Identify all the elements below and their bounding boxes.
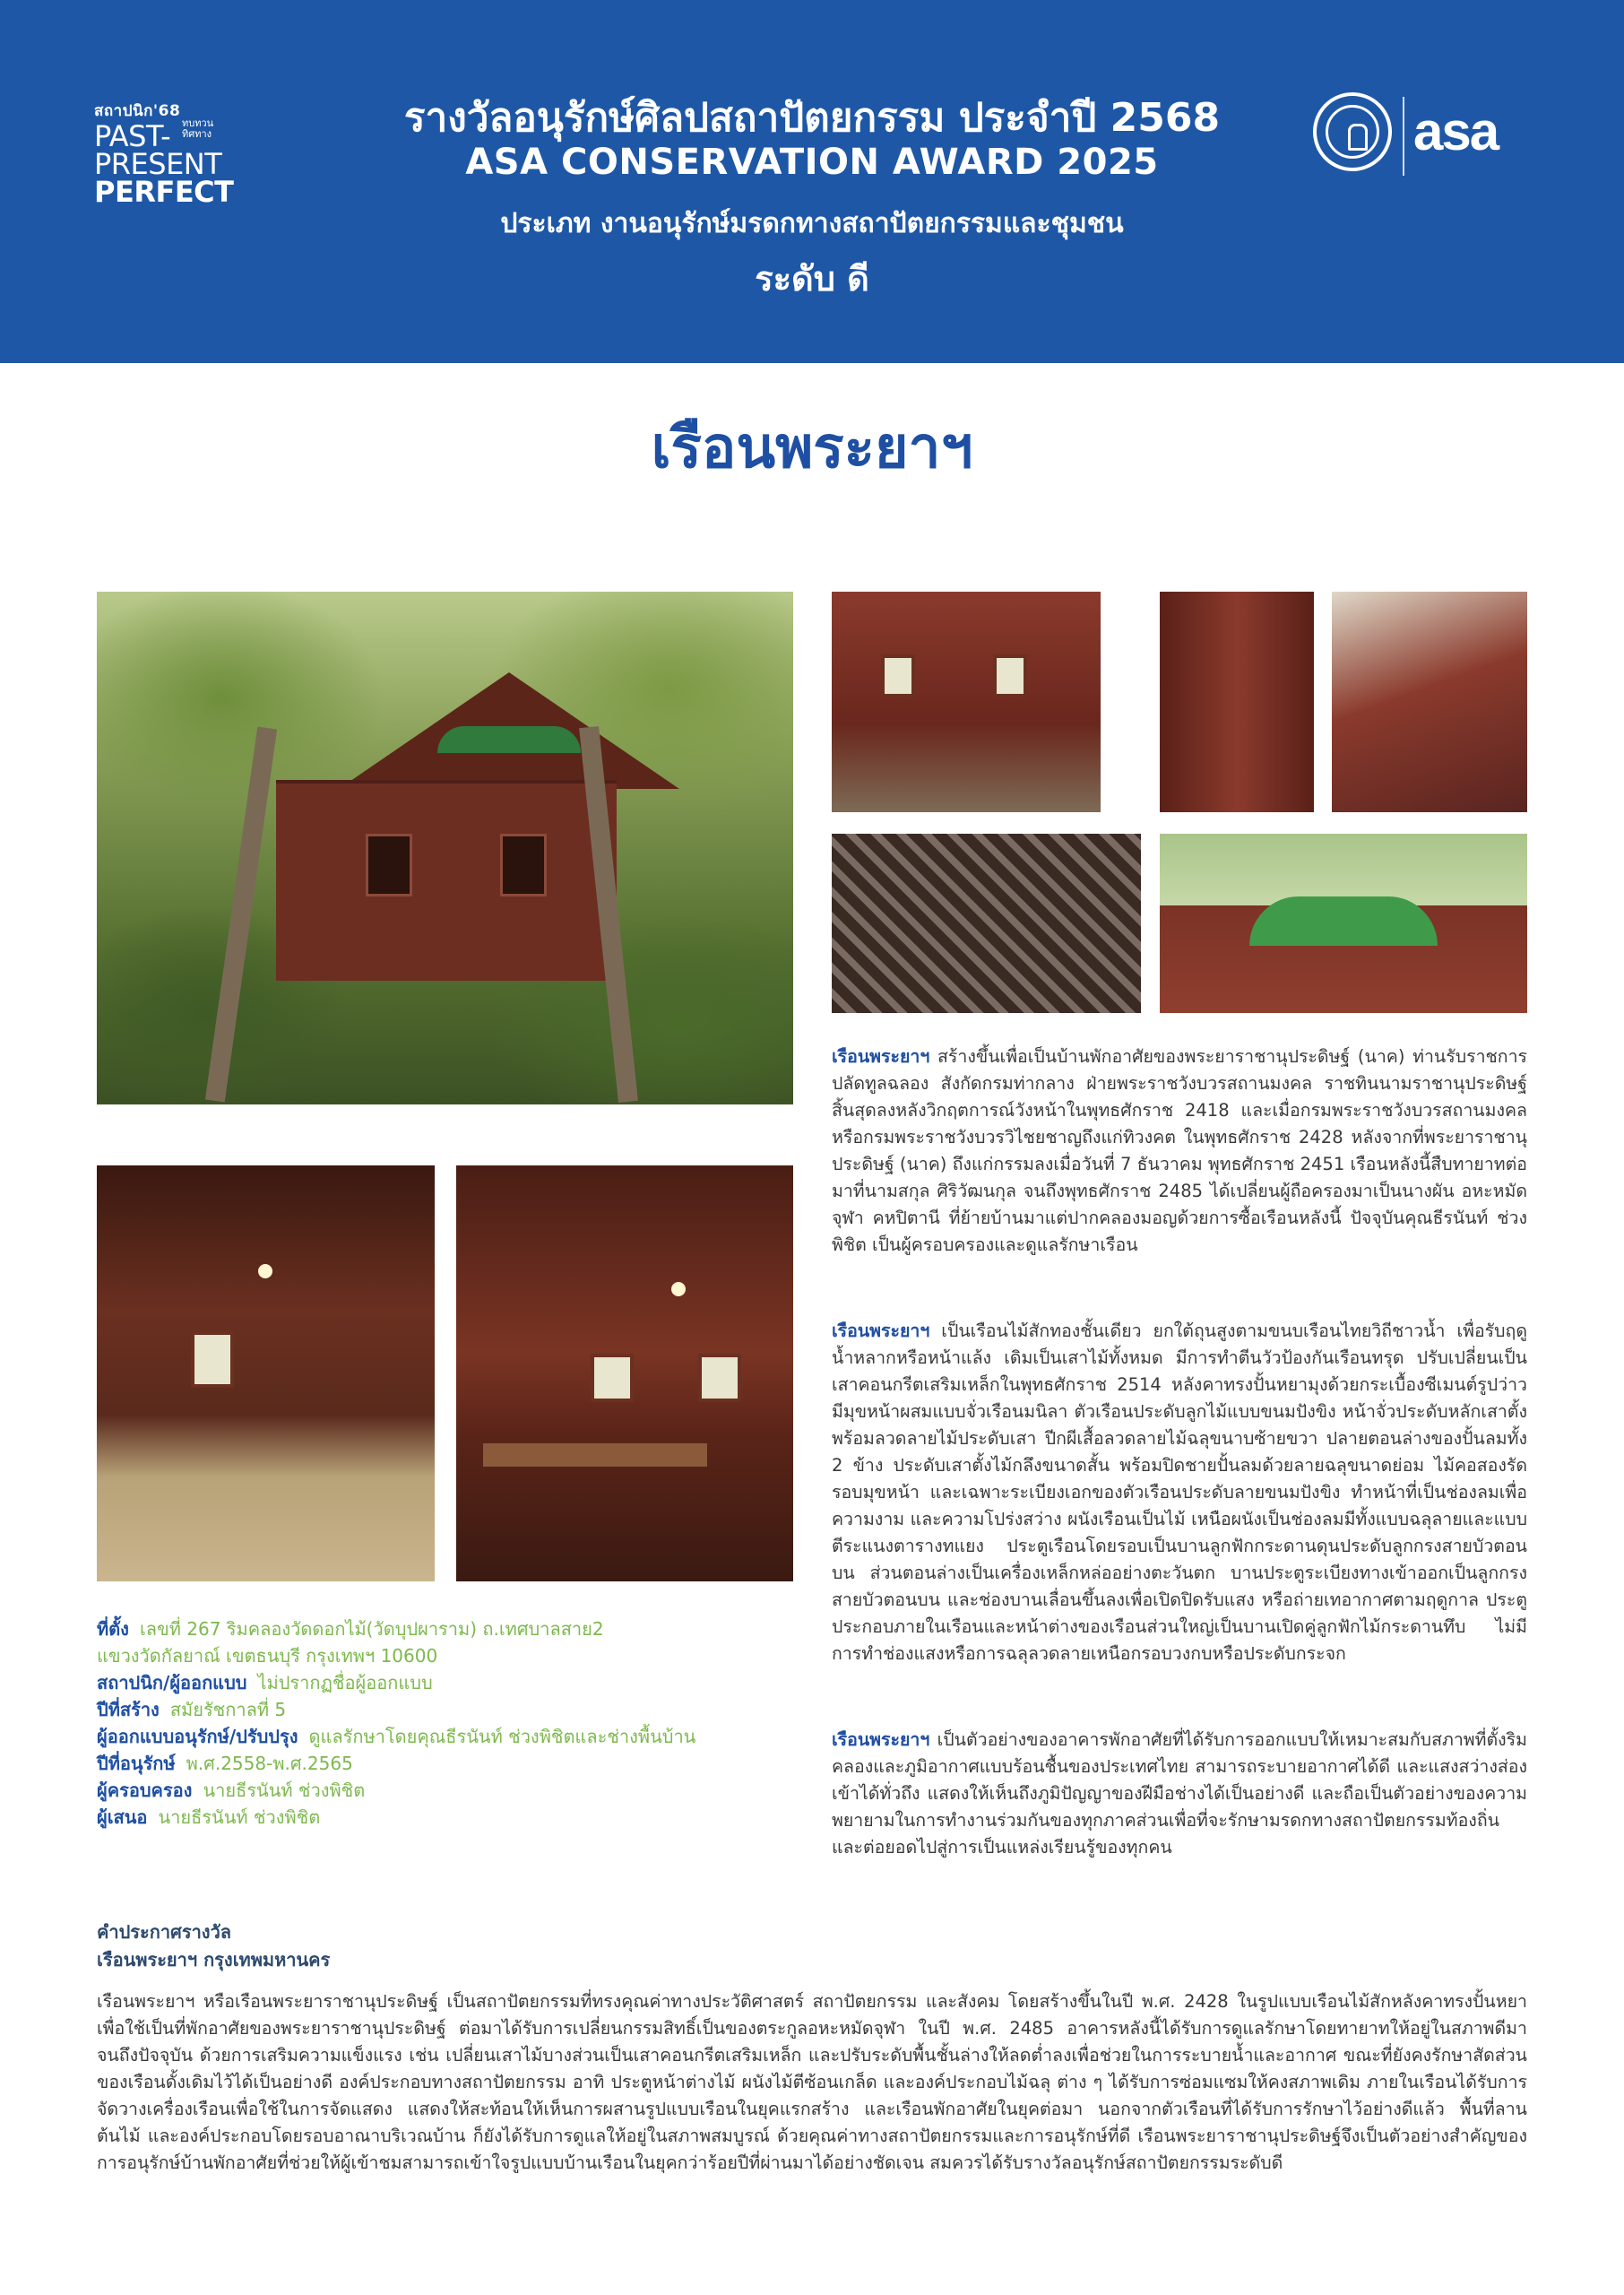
info-year-built <box>97 1696 778 1723</box>
info-value: นายธีรนันท์ ช่วงพิชิต <box>158 1806 321 1828</box>
info-owner <box>97 1777 778 1804</box>
award-level: ระดับ ดี <box>755 259 869 299</box>
asa-logo: asa <box>1413 101 1499 161</box>
info-nominator <box>97 1804 778 1831</box>
description-paragraph-2 <box>832 1318 1527 1667</box>
gable-ornament-photo <box>1160 834 1527 1013</box>
logo-divider <box>1403 97 1404 176</box>
info-location-line2: แขวงวัดกัลยาณ์ เขตธนบุรี กรุงเทพฯ 10600 <box>97 1645 438 1667</box>
corridor-photo <box>97 1165 435 1581</box>
page-title: เรือนพระยาฯ <box>651 415 973 481</box>
info-label: ที่ตั้ง <box>97 1618 129 1640</box>
paragraph-text: สร้างขึ้นเพื่อเป็นบ้านพักอาศัยของพระยาราชานุประดิษฐ์ (นาค) ท่านรับราชการปลัดทูลฉลอง สังกัดกรมท่ากลาง ฝ่ายพระราชวังบวรสถานมงคล ราชทินนามราชานุประดิษฐ์สิ้นสุดลงหลังวิกฤตการณ์วังหน้าในพุทธศักราช 2418 และเมื่อกรมพระราชวังบวรสถานมงคลหรือกรมพระราชวังบวรวิไชยชาญถึงแก่ทิวงคต ในพุทธศักราช 2428 หลังจากที่พระยาราชานุประดิษฐ์ (นาค) ถึงแก่กรรมลงเมื่อวันที่ 7 ธันวาคม พุทธศักราช 2451 เรือนหลังนี้สืบทายาทต่อมาที่นามสกุล ศิริวัฒนกุล จนถึงพุทธศักราช 2485 ได้เปลี่ยนผู้ถือครองมาเป็นนางผัน อหะหมัดจุฬา คหปิตานี ที่ย้ายบ้านมาแต่ปากคลองมอญด้วยการซื้อเรือนหลังนี้ ปัจจุบันคุณธีรนันท์ ช่วงพิชิต เป็นผู้ครอบครองและดูแลรักษาเรือน <box>832 1046 1527 1255</box>
info-label: ปีที่อนุรักษ์ <box>97 1753 176 1774</box>
brand-line-perfect: PERFECT <box>94 175 234 209</box>
brand-event-name: สถาปนิก'68 <box>94 102 181 120</box>
award-title-english: ASA CONSERVATION AWARD 2025 <box>465 142 1159 183</box>
info-year-conserved <box>97 1750 778 1777</box>
declaration-heading: คำประกาศรางวัล <box>97 1921 232 1943</box>
info-value: พ.ศ.2558-พ.ศ.2565 <box>186 1753 353 1774</box>
declaration-body: เรือนพระยาฯ หรือเรือนพระยาราชานุประดิษฐ์ เป็นสถาปัตยกรรมที่ทรงคุณค่าทางประวัติศาสตร์ สถาปัตยกรรม และสังคม โดยสร้างขึ้นในปี พ.ศ. 2428 ในรูปแบบเรือนไม้สักหลังคาทรงปั้นหยา เพื่อใช้เป็นที่พักอาศัยของพระยาราชานุประดิษฐ์ ต่อมาได้รับการเปลี่ยนกรรมสิทธิ์เป็นของตระกูลอหะหมัดจุฬา ในปี พ.ศ. 2485 อาคารหลังนี้ได้รับการดูแลรักษาโดยทายาทให้อยู่ในสภาพดีมาจนถึงปัจจุบัน ด้วยการเสริมความแข็งแรง เช่น เปลี่ยนเสาไม้บางส่วนเป็นเสาคอนกรีตเสริมเหล็ก และปรับระดับพื้นชั้นล่างให้ลดต่ำลงเพื่อช่วยในการระบายน้ำและอากาศ ขณะที่ยังคงรักษาสัดส่วนของเรือนดั้งเดิมไว้ได้เป็นอย่างดี องค์ประกอบทางสถาปัตยกรรม อาทิ ประตูหน้าต่างไม้ ผนังไม้ตีซ้อนเกล็ด และองค์ประกอบไม้ฉลุ ต่าง ๆ ได้รับการซ่อมแซมให้คงสภาพเดิม ภายในเรือนได้รับการจัดวางเครื่องเรือนเพื่อใช้ในการจัดแสดง แสดงให้สะท้อนให้เห็นการผสานรูปแบบเรือนในยุคแรกสร้าง และเรือนพักอาศัยในยุคต่อมา นอกจากตัวเรือนที่ได้รับการรักษาไว้อย่างดีแล้ว พื้นที่ลาน ต้นไม้ และองค์ประกอบโดยรอบอาณาบริเวณบ้าน ก็ยังได้รับการดูแลให้อยู่ในสภาพสมบูรณ์ ด้วยคุณค่าทางสถาปัตยกรรมและการอนุรักษ์ที่ดี เรือนพระยาราชานุประดิษฐ์จึงเป็นตัวอย่างสำคัญของการอนุรักษ์บ้านพักอาศัยที่ช่วยให้ผู้เข้าชมสามารถเข้าใจรูปแบบบ้านเรือนในยุคกว่าร้อยปีที่ผ่านมาได้อย่างชัดเจน สมควรได้รับรางวัลอนุรักษ์สถาปัตยกรรมระดับดี <box>97 1991 1527 2173</box>
project-info <box>97 1615 778 1831</box>
info-value: สมัยรัชกาลที่ 5 <box>169 1699 287 1720</box>
paragraph-text: เป็นเรือนไม้สักทองชั้นเดียว ยกใต้ถุนสูงตามขนบเรือนไทยวิถีชาวน้ำ เพื่อรับฤดูน้ำหลากหรือหน้าแล้ง เดิมเป็นเสาไม้ทั้งหมด มีการทำตีนวัวป้องกันเรือนทรุด ปรับเปลี่ยนเป็นเสาคอนกรีตเสริมเหล็กในพุทธศักราช 2514 หลังคาทรงปั้นหยามุงด้วยกระเบื้องซีเมนต์รูปว่าว มีมุขหน้าผสมแบบจั่วเรือนมนิลา ตัวเรือนประดับลูกไม้แบบขนมปังขิง หน้าจั่วประดับหลักเสาตั้งพร้อมลวดลายไม้ประดับเสา ปีกผีเสื้อลวดลายไม้ฉลุขนาบซ้ายขวา ปลายตอนล่างของปั้นลมทั้ง 2 ข้าง ประดับเสาตั้งไม้กลึงขนาดสั้น พร้อมปิดชายปั้นลมด้วยลายฉลุขนาดย่อม ไม้คอสองรัดรอบมุขหน้า และเฉพาะระเบียงเอกของตัวเรือนประดับลายขนมปังขิง ทำหน้าที่เป็นช่องลมเพื่อความงาม และความโปร่งสว่าง ผนังเรือนเป็นไม้ เหนือผนังเป็นช่องลมมีทั้งแบบฉลุลายและแบบตีระแนงตารางทแยง ประตูเรือนโดยรอบเป็นบานลูกฟักกระดานดุนประดับลูกกรงสายบัวตอนบน ส่วนตอนล่างเป็นเครื่องเหล็กหล่ออย่างตะวันตก บานประตูระเบียงทางเข้าออกเป็นลูกกรงสายบัวตอนบน และช่องบานเลื่อนขึ้นลงเพื่อเปิดปิดรับแสง หรือถ่ายเทอากาศตามฤดูกาล ประตูประกอบภายในเรือนและหน้าต่างของเรือนส่วนใหญ่เป็นบานเปิดคู่ลูกฟักไม้กระดานทึบ ไม่มีการทำช่องแสงหรือการฉลุลวดลายเหนือกรอบวงกบหรือประดับกระจก <box>832 1321 1527 1664</box>
paragraph-lead: เรือนพระยาฯ <box>832 1046 930 1067</box>
award-category: ประเภท งานอนุรักษ์มรดกทางสถาปัตยกรรมและชุมชน <box>500 208 1124 239</box>
declaration-subheading: เรือนพระยาฯ กรุงเทพมหานคร <box>97 1949 331 1970</box>
info-value: นายธีรนันท์ ช่วงพิชิต <box>203 1780 366 1801</box>
info-restorer <box>97 1723 778 1750</box>
paragraph-lead: เรือนพระยาฯ <box>832 1729 930 1750</box>
veranda-photo <box>1332 592 1527 812</box>
brand-tagline: ทบทวน ทิศทาง <box>182 117 214 140</box>
info-label: ผู้เสนอ <box>97 1806 148 1828</box>
info-label: ผู้ครอบครอง <box>97 1780 193 1801</box>
description-paragraph-1 <box>832 1044 1527 1259</box>
wooden-door-photo <box>1160 592 1314 812</box>
info-label: สถาปนิก/ผู้ออกแบบ <box>97 1672 247 1693</box>
info-label: ปีที่สร้าง <box>97 1699 160 1720</box>
award-title-thai: รางวัลอนุรักษ์ศิลปสถาปัตยกรรม ประจำปี 2568 <box>403 95 1221 141</box>
info-architect <box>97 1669 778 1696</box>
header-band <box>0 0 1624 363</box>
carved-panel-photo <box>832 834 1141 1013</box>
description-paragraph-3 <box>832 1727 1527 1861</box>
info-value: ดูแลรักษาโดยคุณธีรนันท์ ช่วงพิชิตและช่างพื้นบ้าน <box>308 1726 696 1747</box>
info-label: ผู้ออกแบบอนุรักษ์/ปรับปรุง <box>97 1726 298 1747</box>
info-value: ไม่ปรากฏชื่อผู้ออกแบบ <box>257 1672 433 1693</box>
brand-line-present: PRESENT <box>94 147 222 181</box>
info-location <box>97 1615 778 1642</box>
house-facade-photo <box>832 592 1101 812</box>
paragraph-lead: เรือนพระยาฯ <box>832 1321 930 1341</box>
royal-seal-icon <box>1313 92 1392 171</box>
award-declaration <box>97 1918 1527 2177</box>
house-exterior-photo <box>97 592 793 1104</box>
interior-room-photo <box>456 1165 793 1581</box>
paragraph-text: เป็นตัวอย่างของอาคารพักอาศัยที่ได้รับการออกแบบให้เหมาะสมกับสภาพที่ตั้งริมคลองและภูมิอากาศแบบร้อนชื้นของประเทศไทย สามารถระบายอากาศได้ดี และแสงสว่างส่องเข้าได้ทั่วถึง แสดงให้เห็นถึงภูมิปัญญาของฝีมือช่างได้เป็นอย่างดี และถือเป็นตัวอย่างของความพยายามในการทำงานร่วมกันของทุกภาคส่วนเพื่อที่จะรักษามรดกทางสถาปัตยกรรมท้องถิ่นและต่อยอดไปสู่การเป็นแหล่งเรียนรู้ของทุกคน <box>832 1729 1527 1858</box>
info-value: เลขที่ 267 ริมคลองวัดดอกไม้(วัดบุปผาราม) ถ.เทศบาลสาย2 <box>139 1618 604 1640</box>
brand-line-past: PAST- <box>94 119 171 153</box>
